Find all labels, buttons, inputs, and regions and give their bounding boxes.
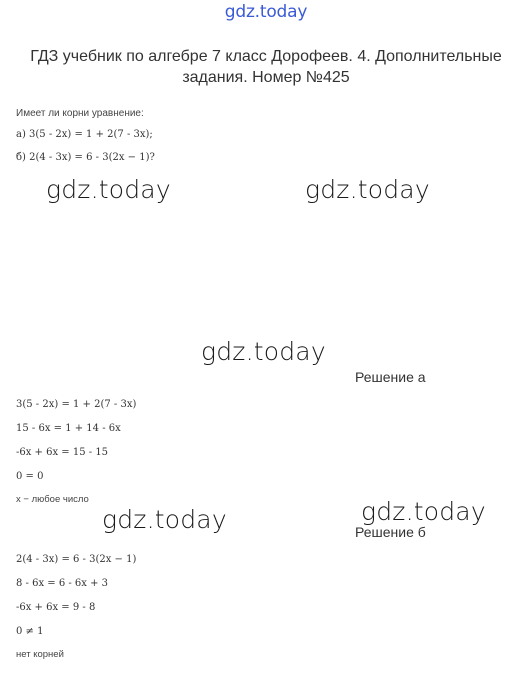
watermark: gdz.today	[305, 175, 430, 204]
solution-b-heading: Решение б	[355, 524, 426, 540]
solution-a-line: 0 = 0	[16, 471, 44, 482]
problem-part-a: а) 3(5 - 2x) = 1 + 2(7 - 3x);	[16, 129, 153, 140]
solution-a-line: x − любое число	[16, 494, 89, 505]
solution-a-line: 3(5 - 2x) = 1 + 2(7 - 3x)	[16, 399, 137, 410]
problem-question: Имеет ли корни уравнение:	[16, 108, 144, 119]
solution-b-line: 8 - 6x = 6 - 6x + 3	[16, 578, 109, 589]
solution-b-line: нет корней	[16, 649, 64, 660]
solution-b-line: 2(4 - 3x) = 6 - 3(2x − 1)	[16, 554, 137, 565]
watermark: gdz.today	[201, 337, 326, 366]
watermark: gdz.today	[361, 497, 486, 526]
solution-a-line: -6x + 6x = 15 - 15	[16, 447, 109, 458]
page-title: ГДЗ учебник по алгебре 7 класс Дорофеев. 4. Дополнительные задания. Номер №425	[30, 48, 502, 86]
site-logo[interactable]: gdz.today	[224, 2, 308, 22]
solution-a-line: 15 - 6x = 1 + 14 - 6x	[16, 423, 121, 434]
solution-b-line: 0 ≠ 1	[16, 626, 44, 637]
watermark: gdz.today	[46, 175, 171, 204]
watermark: gdz.today	[102, 505, 227, 534]
solution-a-heading: Решение а	[355, 369, 426, 385]
solution-b-line: -6x + 6x = 9 - 8	[16, 602, 96, 613]
problem-part-b: б) 2(4 - 3x) = 6 - 3(2x − 1)?	[16, 152, 155, 163]
